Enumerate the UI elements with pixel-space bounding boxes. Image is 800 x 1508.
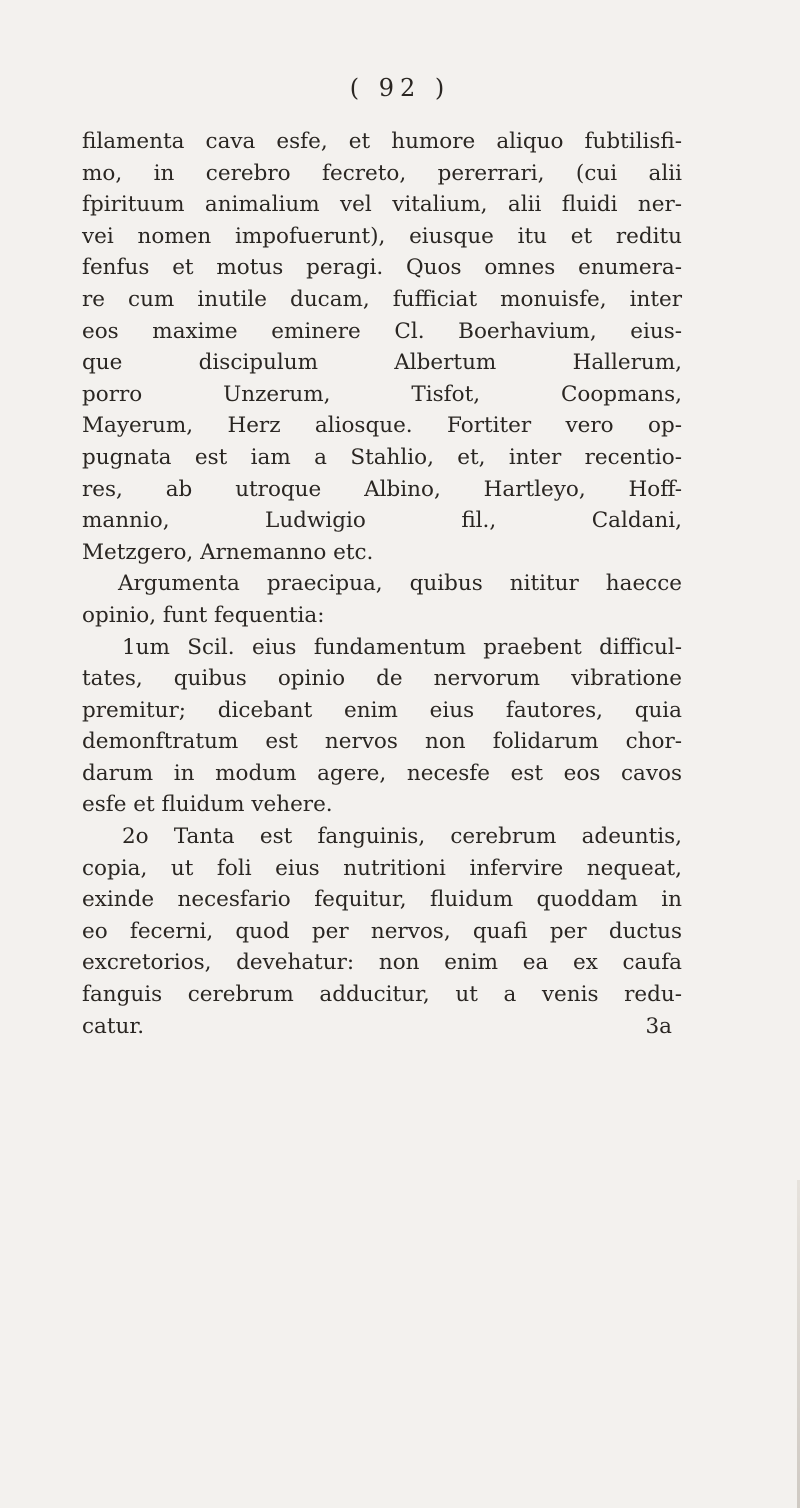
- text-line: exinde necesfario fequitur, fluidum quoddam in: [82, 887, 682, 913]
- text-line: res, ab utroque Albino, Hartleyo, Hoff-: [82, 476, 682, 502]
- text-line: mannio, Ludwigio fil., Caldani,: [82, 508, 682, 534]
- text-line: excretorios, devehatur: non enim ea ex caufa: [82, 950, 682, 976]
- text-line: fenfus et motus peragi. Quos omnes enumera-: [82, 255, 682, 281]
- text-line: Mayerum, Herz aliosque. Fortiter vero op-: [82, 413, 682, 439]
- text-line: demonftratum est nervos non folidarum chor-: [82, 729, 682, 755]
- paragraph-start: 2o Tanta est fanguinis, cerebrum adeuntis,: [122, 824, 682, 850]
- text-line: Metzgero, Arnemanno etc.: [82, 539, 374, 565]
- text-line: opinio, funt fequentia:: [82, 602, 325, 628]
- text-line: porro Unzerum, Tisfot, Coopmans,: [82, 381, 682, 407]
- text-line: fanguis cerebrum adducitur, ut a venis redu-: [82, 982, 682, 1008]
- text-line: que discipulum Albertum Hallerum,: [82, 350, 682, 376]
- text-line: copia, ut foli eius nutritioni infervire nequeat,: [82, 855, 682, 881]
- text-line: premitur; dicebant enim eius fautores, quia: [82, 697, 682, 723]
- text-line: re cum inutile ducam, fufficiat monuisfe, inter: [82, 286, 682, 312]
- text-line: tates, quibus opinio de nervorum vibratione: [82, 666, 682, 692]
- paragraph-start: Argumenta praecipua, quibus nititur haecce: [118, 571, 682, 597]
- text-line: filamenta cava esfe, et humore aliquo fubtilisfi-: [82, 129, 682, 154]
- text-line: vei nomen impofuerunt), eiusque itu et reditu: [82, 223, 682, 249]
- text-line: esfe et fluidum vehere.: [82, 792, 333, 818]
- catchword-line: catur. 3a: [82, 1013, 672, 1039]
- text-line: fpirituum animalium vel vitalium, alii fluidi ner-: [82, 192, 682, 218]
- body-text: [82, 126, 682, 1042]
- text-line: pugnata est iam a Stahlio, et, inter recentio-: [82, 444, 682, 470]
- text-line: mo, in cerebro fecreto, pererrari, (cui alii: [82, 160, 682, 186]
- text-line: eo fecerni, quod per nervos, quafi per ductus: [82, 918, 682, 944]
- paragraph-start: 1um Scil. eius fundamentum praebent difficul-: [122, 634, 682, 660]
- text-line: darum in modum agere, necesfe est eos cavos: [82, 760, 682, 786]
- page-number: ( 92 ): [349, 74, 451, 102]
- text-line: eos maxime eminere Cl. Boerhavium, eius-: [82, 318, 682, 344]
